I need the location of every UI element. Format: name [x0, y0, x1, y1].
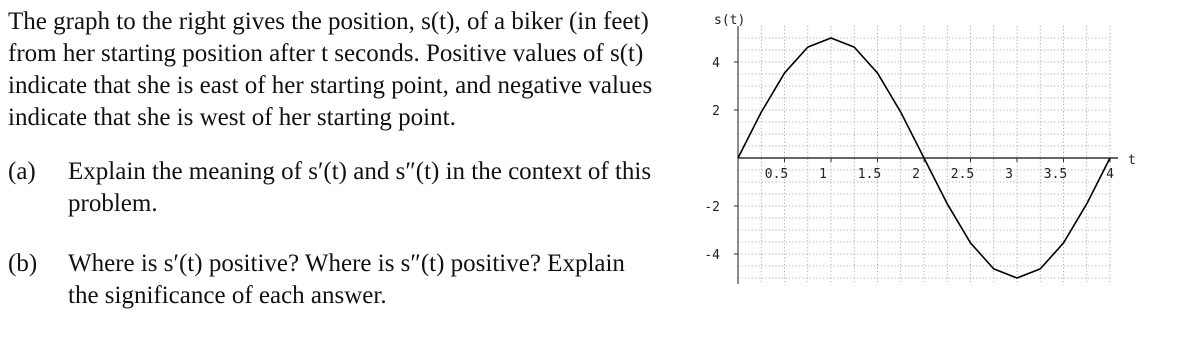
- grid-lines: [738, 26, 1110, 282]
- y-axis-label: s(t): [714, 13, 745, 28]
- part-a: [8, 156, 660, 220]
- x-tick-label: 0.5: [765, 167, 788, 182]
- problem-intro: The graph to the right gives the position, s(t), of a biker (in feet) from her starting position after t seconds. Positive values of s(t) indicate that she is east of her starting point, and negative values indicate that she is west of her starting point.: [8, 6, 660, 134]
- y-tick-label: 4: [712, 56, 720, 71]
- part-b-text: Where is s′(t) positive? Where is s″(t) positive? Explain the significance of each answer.: [68, 248, 660, 312]
- x-tick-label: 3.5: [1044, 167, 1067, 182]
- position-graph: [690, 0, 1190, 325]
- problem-statement: [8, 6, 660, 340]
- y-tick-label: -4: [704, 248, 720, 263]
- x-tick-label: 4: [1106, 167, 1114, 182]
- x-axis-label: t: [1128, 153, 1136, 168]
- tick-labels: [704, 56, 1114, 263]
- x-tick-label: 1.5: [858, 167, 881, 182]
- y-tick-label: 2: [712, 104, 720, 119]
- part-a-text: Explain the meaning of s′(t) and s″(t) in the context of this problem.: [68, 156, 660, 220]
- x-tick-label: 1: [819, 167, 827, 182]
- x-tick-label: 2: [912, 167, 920, 182]
- part-b: [8, 248, 660, 312]
- part-b-label: (b): [8, 248, 68, 312]
- x-tick-label: 3: [1005, 167, 1013, 182]
- y-tick-label: -2: [704, 200, 720, 215]
- problem-parts: [8, 156, 660, 312]
- x-tick-label: 2.5: [951, 167, 974, 182]
- part-a-label: (a): [8, 156, 68, 220]
